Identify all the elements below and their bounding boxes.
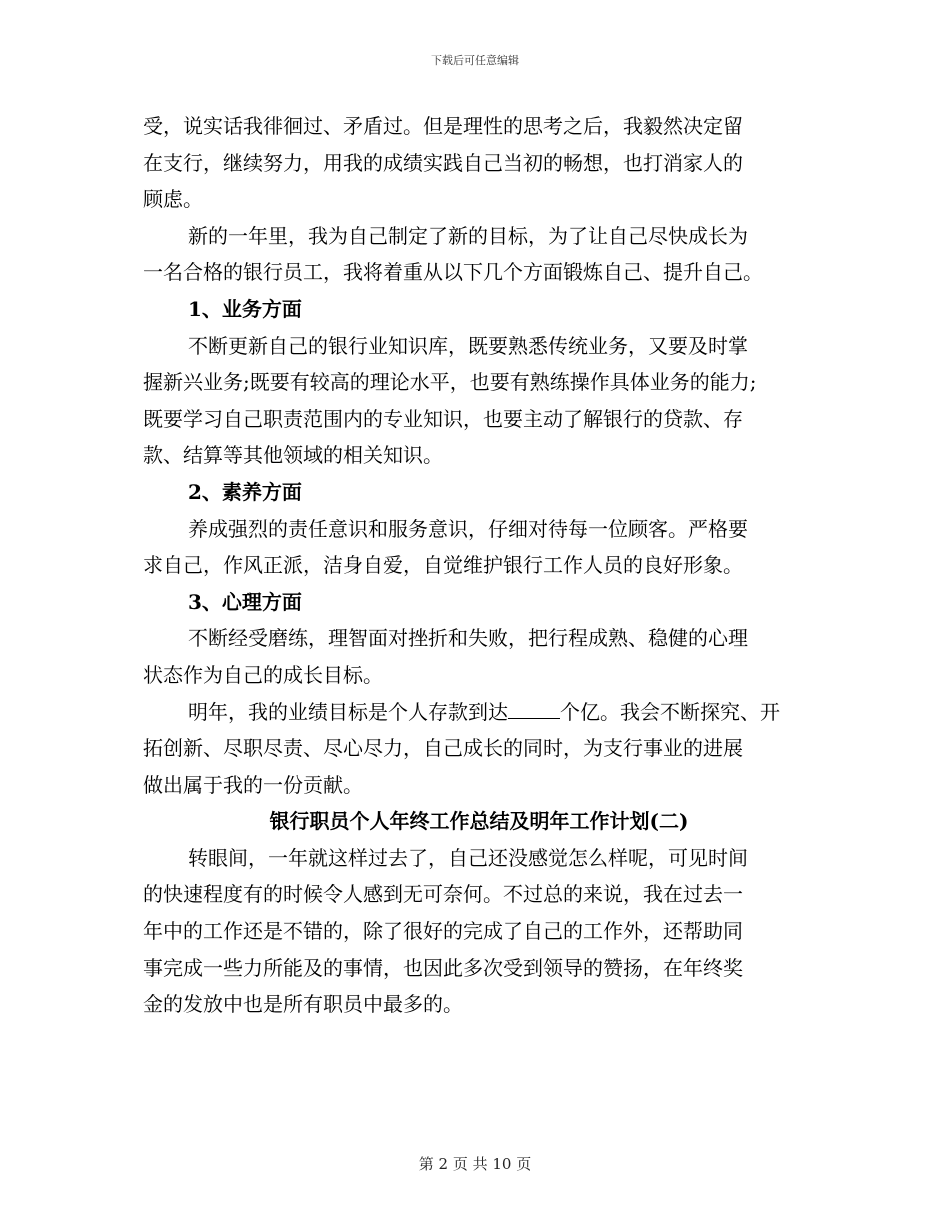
text-line: 顾虑。	[143, 187, 203, 212]
text-segment: 个亿。我会不断探究、开	[560, 699, 780, 724]
text-line: 转眼间，一年就这样过去了，自己还没感觉怎么样呢，可见时间	[188, 845, 748, 870]
fill-in-blank	[508, 700, 560, 719]
text-line: 握新兴业务;既要有较高的理论水平，也要有熟练操作具体业务的能力;	[143, 370, 757, 395]
text-line	[143, 694, 815, 731]
text-line: 受，说实话我徘徊过、矛盾过。但是理性的思考之后，我毅然决定留	[143, 114, 743, 138]
text-line: 拓创新、尽职尽责、尽心尽力，自己成长的同时，为支行事业的进展	[143, 736, 743, 761]
text-line: 求自己，作风正派，洁身自爱，自觉维护银行工作人员的良好形象。	[143, 553, 743, 578]
page-header: 下载后可任意编辑	[431, 54, 519, 67]
text-line: 事完成一些力所能及的事情，也因此多次受到领导的赞扬，在年终奖	[143, 955, 743, 980]
text-line: 在支行，继续努力，用我的成绩实践自己当初的畅想，也打消家人的	[143, 150, 743, 175]
page-footer: 第 2 页 共 10 页	[418, 1155, 532, 1173]
text-line: 金的发放中也是所有职员中最多的。	[143, 992, 463, 1017]
section-heading: 3、心理方面	[188, 589, 302, 614]
text-line: 状态作为自己的成长目标。	[143, 662, 383, 687]
text-line: 新的一年里，我为自己制定了新的目标，为了让自己尽快成长为	[188, 223, 748, 248]
text-line: 一名合格的银行员工，我将着重从以下几个方面锻炼自己、提升自己。	[143, 260, 763, 285]
text-line: 不断更新自己的银行业知识库，既要熟悉传统业务，又要及时掌	[188, 333, 748, 358]
text-line: 养成强烈的责任意识和服务意识，仔细对待每一位顾客。严格要	[188, 516, 748, 541]
text-segment: 明年，我的业绩目标是个人存款到达	[188, 699, 508, 724]
section-heading: 1、业务方面	[188, 296, 302, 321]
text-line: 做出属于我的一份贡献。	[143, 772, 363, 797]
text-line: 的快速程度有的时候令人感到无可奈何。不过总的来说，我在过去一	[143, 882, 743, 907]
section-heading: 2、素养方面	[188, 479, 302, 504]
document-body	[143, 108, 815, 1023]
text-line: 不断经受磨练，理智面对挫折和失败，把行程成熟、稳健的心理	[188, 626, 748, 651]
text-line: 款、结算等其他领域的相关知识。	[143, 443, 443, 468]
section-title: 银行职员个人年终工作总结及明年工作计划(二)	[269, 809, 689, 834]
text-line: 年中的工作还是不错的，除了很好的完成了自己的工作外，还帮助同	[143, 919, 743, 944]
text-line: 既要学习自己职责范围内的专业知识，也要主动了解银行的贷款、存	[143, 406, 743, 431]
